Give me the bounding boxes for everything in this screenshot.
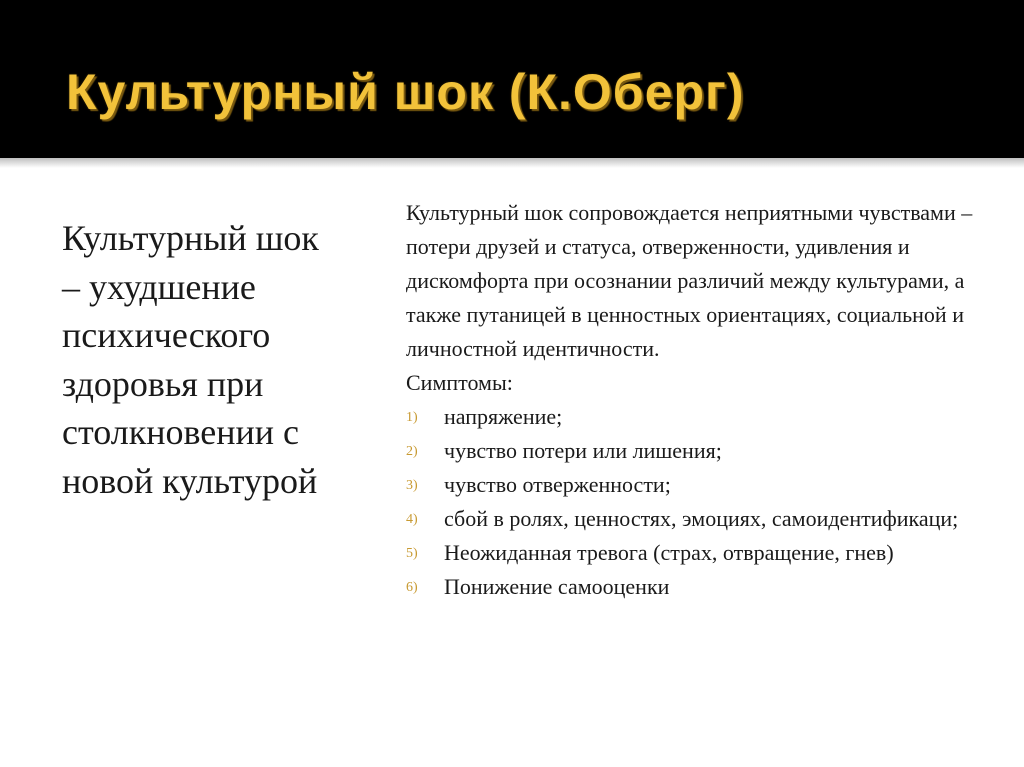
symptom-text: напряжение;: [444, 404, 563, 429]
symptom-number: 6): [406, 580, 418, 595]
symptom-item: [406, 570, 1006, 604]
symptom-number: 5): [406, 546, 418, 561]
description-text: Культурный шок сопровождается неприятными чувствами – потери друзей и статуса, отверженности, удивления и дискомфорта при осознании различий между культурами, а также путаницей в ценностных ориентациях, социальной и личностной идентичности.: [406, 200, 973, 361]
symptom-text: сбой в ролях, ценностях, эмоциях, самоидентификаци;: [444, 506, 959, 531]
symptom-text: чувство отверженности;: [444, 472, 671, 497]
title-bar: [0, 0, 1024, 158]
symptom-number: 4): [406, 512, 418, 527]
symptom-text: Неожиданная тревога (страх, отвращение, гнев): [444, 540, 894, 565]
symptom-number: 2): [406, 444, 418, 459]
symptom-item: [406, 468, 1006, 502]
slide-title: Культурный шок (К.Оберг): [66, 64, 745, 120]
symptom-number: 1): [406, 410, 418, 425]
symptom-text: Понижение самооценки: [444, 574, 670, 599]
title-divider: [0, 158, 1024, 168]
definition-text: Культурный шок – ухудшение психического здоровья при столкновении с новой культурой: [62, 218, 319, 501]
description-column: [406, 196, 1006, 604]
symptom-text: чувство потери или лишения;: [444, 438, 722, 463]
symptom-item: [406, 400, 1006, 434]
symptoms-list: [406, 400, 1006, 604]
symptoms-heading: Симптомы:: [406, 370, 513, 395]
symptom-item: [406, 434, 1006, 468]
symptom-item: [406, 502, 1006, 536]
symptom-number: 3): [406, 478, 418, 493]
symptom-item: [406, 536, 1006, 570]
